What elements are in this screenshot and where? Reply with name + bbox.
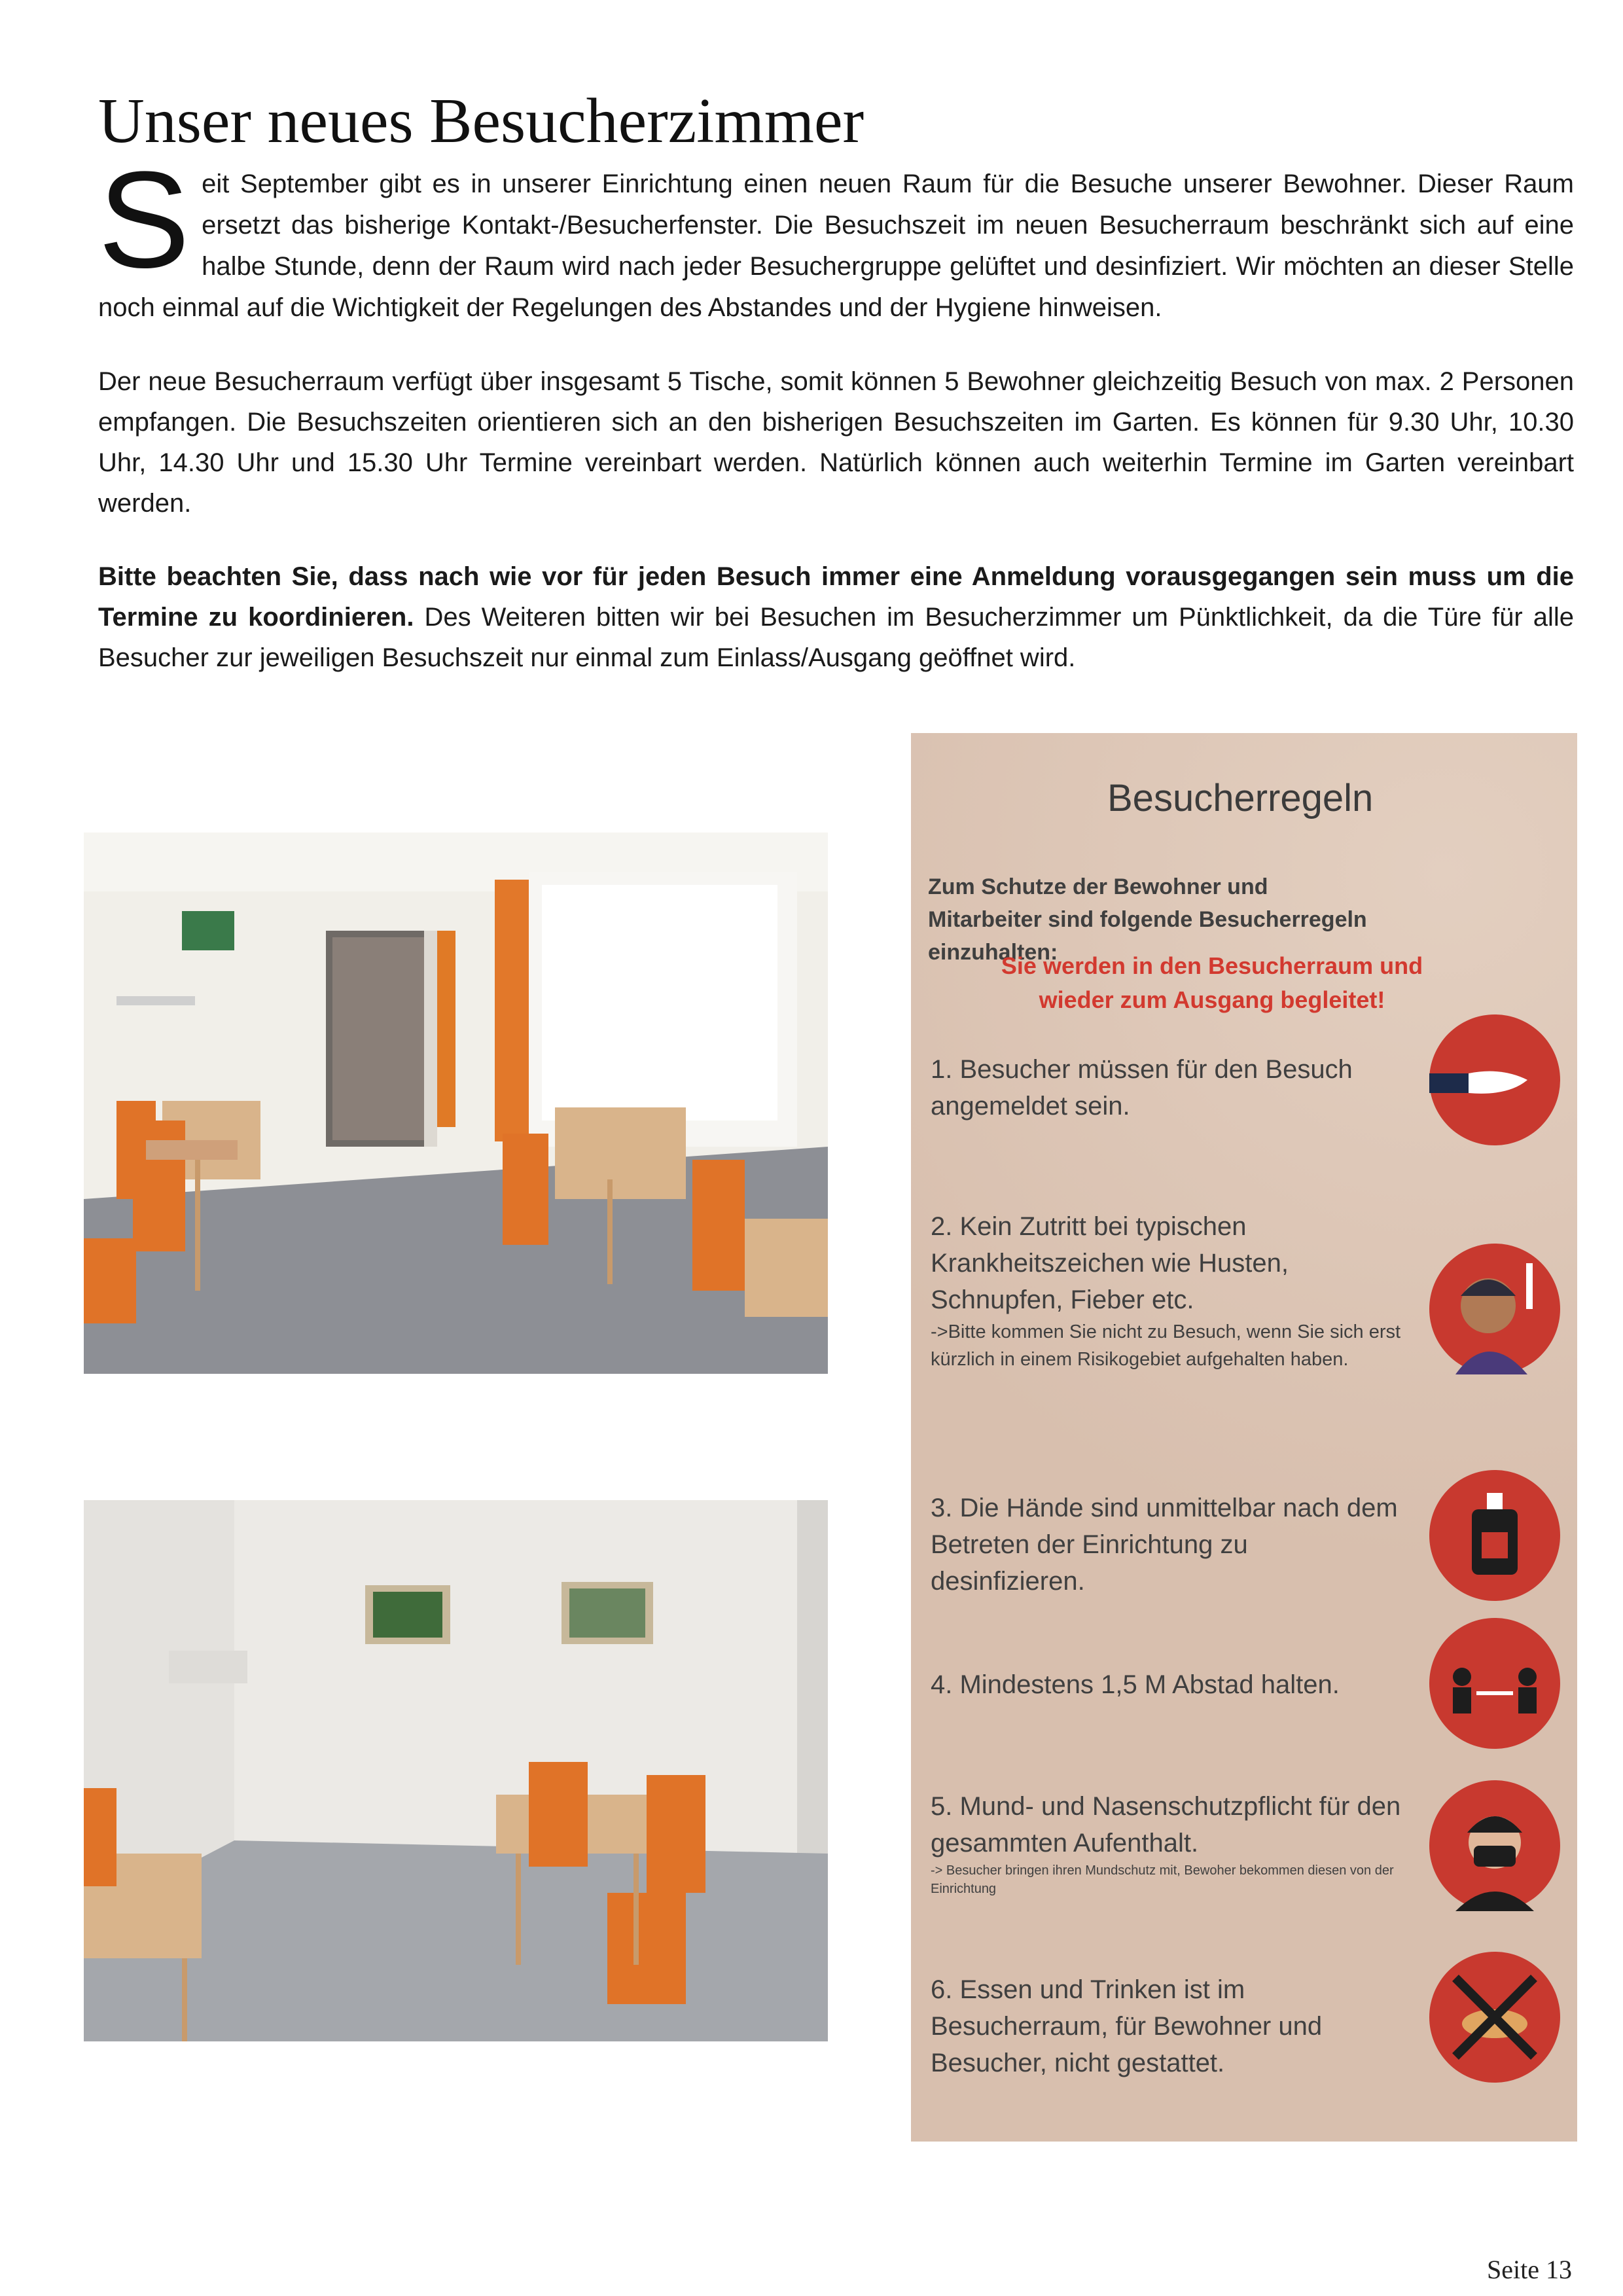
rule-1: [931, 1051, 1402, 1124]
poster-intro: Zum Schutze der Bewohner und Mitarbeiter sind folgende Besucherregeln einzuhalten:: [928, 874, 1367, 965]
rule-2-subtext: ->Bitte kommen Sie nicht zu Besuch, wenn Sie sich erst kürzlich in einem Risikogebiet aufgehalten haben.: [931, 1321, 1401, 1370]
visitor-room-photo-1: [84, 833, 828, 1374]
hand-icon: [1429, 1014, 1560, 1145]
intro-paragraph: [98, 143, 1574, 329]
rule-4-text: 4. Mindestens 1,5 M Abstad halten.: [931, 1670, 1340, 1699]
intro-text: eit September gibt es in unserer Einrichtung einen neuen Raum für die Besuche unserer Bewohner. Dieser Raum ersetzt das bisherige Kontakt-/Besucherfenster. Die Besuchszeit im neuen Besucherraum beschränkt sich auf eine halbe Stunde, denn der Raum wird nach jeder Besuchergruppe gelüftet und desinfiziert. Wir möchten an dieser Stelle noch einmal auf die Wichtigkeit der Regelungen des Abstandes und der Hygiene hinweisen.: [98, 170, 1574, 322]
rule-5-subtext: -> Besucher bringen ihren Mundschutz mit, Bewoher bekommen diesen von der Einrichtung: [931, 1863, 1394, 1896]
paragraph-registration-rest: Des Weiteren bitten wir bei Besuchen im Besucherzimmer um Pünktlichkeit, da die Türe für alle Besucher zur jeweiligen Besuchszeit nur einmal zum Einlass/Ausgang geöffnet wird.: [98, 603, 1574, 672]
poster-highlight: Sie werden in den Besucherraum und wieder zum Ausgang begleitet!: [1001, 952, 1423, 1013]
rule-2-text: 2. Kein Zutritt bei typischen Krankheitszeichen wie Husten, Schnupfen, Fieber etc.: [931, 1212, 1289, 1314]
sick-person-icon: [1429, 1244, 1560, 1374]
sanitizer-icon: [1429, 1470, 1560, 1601]
distance-icon: [1429, 1618, 1560, 1749]
rule-5-text: 5. Mund- und Nasenschutzpflicht für den gesammten Aufenthalt.: [931, 1792, 1401, 1857]
rule-4: [931, 1666, 1402, 1703]
rule-5: [931, 1788, 1402, 1898]
rule-6-text: 6. Essen und Trinken ist im Besucherraum, für Bewohner und Besucher, nicht gestattet.: [931, 1975, 1323, 2077]
rule-3: [931, 1490, 1402, 1600]
mask-icon: [1429, 1780, 1560, 1911]
rule-1-text: 1. Besucher müssen für den Besuch angemeldet sein.: [931, 1055, 1353, 1121]
rule-3-text: 3. Die Hände sind unmittelbar nach dem Betreten der Einrichtung zu desinfizieren.: [931, 1494, 1398, 1596]
paragraph-tables: Der neue Besucherraum verfügt über insgesamt 5 Tische, somit können 5 Bewohner gleichzeitig Besuch von max. 2 Personen empfangen. Die Besuchszeiten orientieren sich an den bisherigen Besuchszeiten im Garten. Es können für 9.30 Uhr, 10.30 Uhr, 14.30 Uhr und 15.30 Uhr Termine vereinbart werden. Natürlich können auch weiterhin Termine im Garten vereinbart werden.: [98, 367, 1574, 518]
poster-title: Besucherregeln: [1107, 777, 1374, 819]
no-food-icon: [1429, 1952, 1560, 2083]
paragraph-registration-bold: Bitte beachten Sie, dass nach wie vor für jeden Besuch immer eine Anmeldung vorausgegangen sein muss um die Termine zu koordinieren.: [98, 562, 1574, 632]
drop-cap: S: [98, 143, 190, 296]
page-title: Unser neues Besucherzimmer: [98, 86, 865, 156]
visitor-rules-poster: [911, 733, 1577, 2142]
visitor-room-photo-2: [84, 1500, 828, 2041]
page-number: Seite 13: [1487, 2255, 1572, 2284]
rule-2: [931, 1208, 1402, 1373]
rule-6: [931, 1971, 1402, 2081]
paragraph-registration: [98, 556, 1574, 678]
